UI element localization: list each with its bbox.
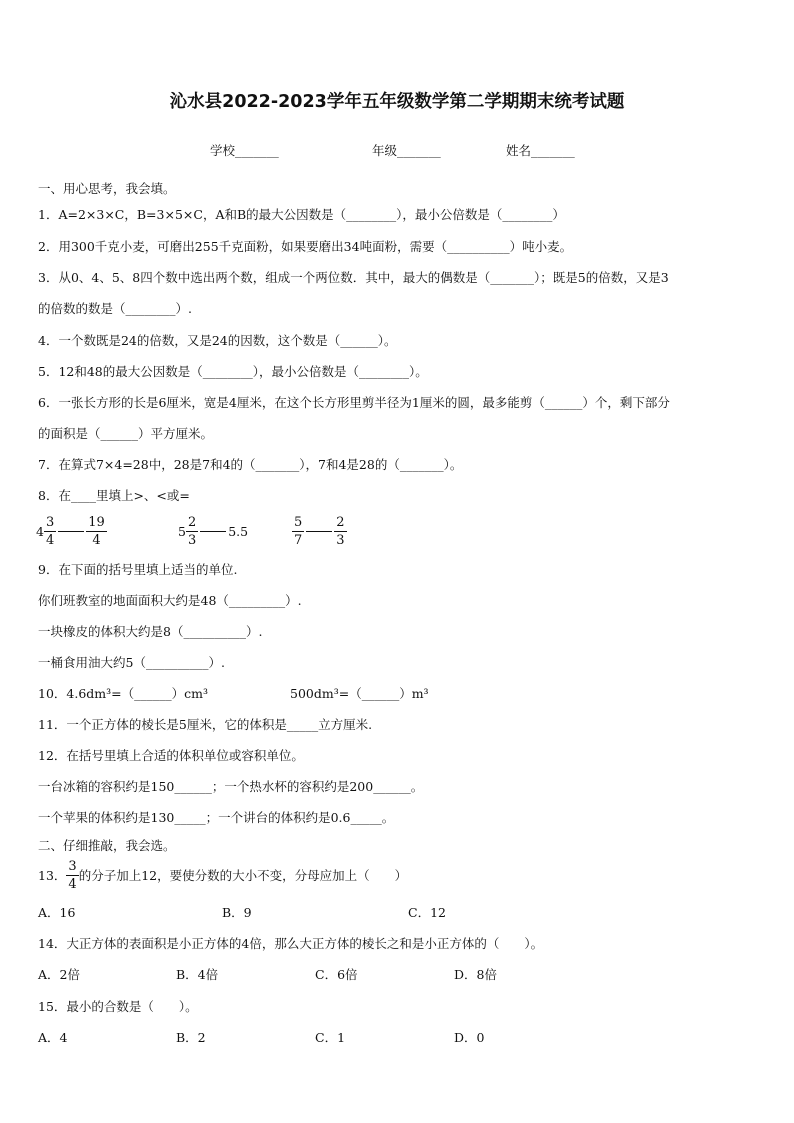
q8-a-right-fraction: [86, 514, 107, 549]
question-9: 9．在下面的括号里填上适当的单位.: [38, 562, 238, 577]
question-11: 11．一个正方体的棱长是5厘米，它的体积是_____立方厘米.: [38, 717, 373, 732]
page-title: 沁水县2022-2023学年五年级数学第二学期期末统考试题: [169, 92, 625, 112]
q13-text: 的分子加上12，要使分数的大小不变，分母应加上（ ）: [78, 867, 408, 883]
q13-option-b[interactable]: B．9: [222, 905, 252, 920]
q8-b-denominator: 3: [187, 533, 197, 548]
grade-field: 年级_______: [372, 143, 441, 158]
q8-a-whole: 4: [36, 523, 44, 539]
q14-option-a[interactable]: A．2倍: [38, 967, 80, 982]
question-3-line-1: 3．从0、4、5、8四个数中选出两个数，组成一个两位数．其中，最大的偶数是（_______）；既是5的倍数，又是3: [38, 270, 669, 285]
question-6-line-2: 的面积是（______）平方厘米。: [38, 426, 214, 441]
q14-option-d[interactable]: D．8倍: [454, 967, 497, 982]
question-9-c: 一桶食用油大约5（__________）.: [38, 655, 225, 670]
question-5: 5．12和48的最大公因数是（________），最小公倍数是（________）。: [38, 364, 428, 379]
q13-number: 13．: [38, 867, 67, 883]
q8-b-blank[interactable]: [200, 531, 226, 532]
q13-fraction: [66, 858, 78, 893]
question-7: 7．在算式7×4=28中，28是7和4的（_______），7和4是28的（_______）。: [38, 457, 463, 472]
q15-option-d[interactable]: D．0: [454, 1030, 485, 1045]
q8-a-fraction: [44, 514, 56, 549]
question-9-a: 你们班教室的地面面积大约是48（_________）.: [38, 593, 302, 608]
q13-denominator: 4: [68, 877, 77, 892]
question-12: 12．在括号里填上合适的体积单位或容积单位。: [38, 748, 304, 763]
q8-a-blank[interactable]: [58, 531, 84, 532]
question-9-b: 一块橡皮的体积大约是8（__________）.: [38, 624, 263, 639]
section-1-heading: 一、用心思考，我会填。: [38, 181, 176, 196]
q8-b-right-value: 5.5: [228, 523, 249, 539]
question-2: 2．用300千克小麦，可磨出255千克面粉，如果要磨出34吨面粉，需要（__________）吨小麦。: [38, 239, 573, 254]
q8-b-fraction: [186, 514, 198, 549]
q8-c-blank[interactable]: [306, 531, 332, 532]
question-3-line-2: 的倍数的数是（________）.: [38, 301, 192, 316]
question-10-a: 10．4.6dm³=（______）cm³: [38, 686, 208, 701]
q8-item-c: [292, 514, 347, 549]
question-15: 15．最小的合数是（ ）。: [38, 999, 198, 1014]
question-6-line-1: 6．一张长方形的长是6厘米，宽是4厘米，在这个长方形里剪半径为1厘米的圆，最多能剪（______）个，剩下部分: [38, 395, 670, 410]
q15-option-a[interactable]: A．4: [38, 1030, 68, 1045]
question-12-b: 一个苹果的体积约是130_____；一个讲台的体积约是0.6_____。: [38, 810, 395, 825]
q8-c-fraction: [292, 514, 304, 549]
q15-option-c[interactable]: C．1: [315, 1030, 346, 1045]
q13-option-c[interactable]: C．12: [408, 905, 446, 920]
q14-option-b[interactable]: B．4倍: [176, 967, 219, 982]
q8-b-whole: 5: [178, 523, 186, 539]
q8-c-right-denominator: 3: [336, 533, 345, 548]
q8-b-numerator: 2: [187, 515, 197, 530]
q8-c-right-fraction: [334, 514, 346, 549]
q8-a-right-denominator: 4: [92, 533, 101, 548]
q8-a-numerator: 3: [45, 515, 55, 530]
section-2-heading: 二、仔细推敲，我会选。: [38, 838, 176, 853]
q8-a-denominator: 4: [45, 533, 55, 548]
q14-option-c[interactable]: C．6倍: [315, 967, 358, 982]
q8-a-right-numerator: 19: [88, 515, 105, 530]
q8-item-a: [36, 514, 107, 549]
q8-c-numerator: 5: [294, 515, 303, 530]
q15-option-b[interactable]: B．2: [176, 1030, 206, 1045]
school-field: 学校_______: [210, 143, 279, 158]
question-1: 1．A=2×3×C，B=3×5×C，A和B的最大公因数是（________），最小公倍数是（________）: [38, 207, 565, 222]
question-13: [38, 858, 407, 893]
question-8: 8．在____里填上>、<或=: [38, 488, 190, 503]
question-10-b: 500dm³=（______）m³: [290, 686, 429, 701]
question-14: 14．大正方体的表面积是小正方体的4倍，那么大正方体的棱长之和是小正方体的（ ）。: [38, 936, 544, 951]
q8-c-right-numerator: 2: [336, 515, 345, 530]
question-4: 4．一个数既是24的倍数，又是24的因数，这个数是（______）。: [38, 333, 397, 348]
name-field: 姓名_______: [506, 143, 575, 158]
q13-numerator: 3: [68, 859, 77, 874]
question-12-a: 一台冰箱的容积约是150______；一个热水杯的容积约是200______。: [38, 779, 424, 794]
q8-c-denominator: 7: [294, 533, 303, 548]
q8-item-b: [178, 514, 248, 549]
q13-option-a[interactable]: A．16: [38, 905, 76, 920]
